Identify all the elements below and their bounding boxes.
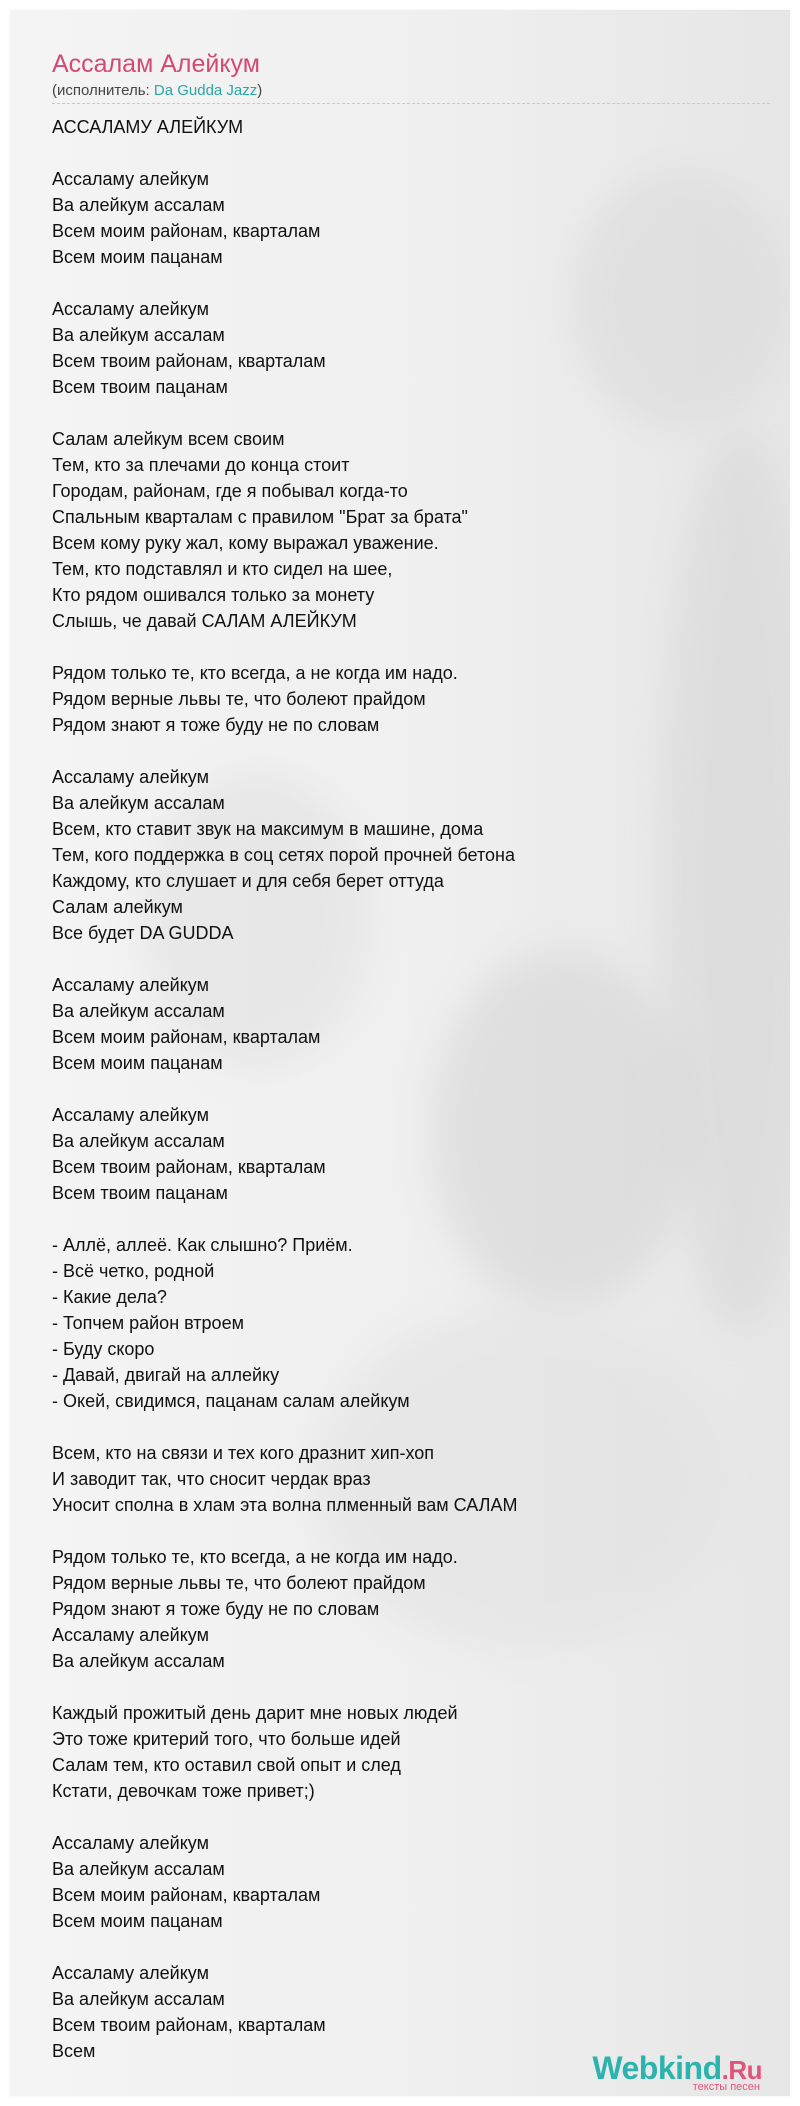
lyric-line: Всем моим пацанам [52,247,223,267]
lyric-line: Ва алейкум ассалам [52,195,225,215]
lyric-line: Рядом только те, кто всегда, а не когда им надо. [52,1547,458,1567]
lyric-line: - Топчем район втроем [52,1313,244,1333]
artist-link[interactable]: Da Gudda Jazz [153,82,258,99]
lyric-line: Ва алейкум ассалам [52,1131,225,1151]
lyric-line: Тем, кого поддержка в соц сетях порой прочней бетона [52,845,515,865]
lyric-line: АССАЛАМУ АЛЕЙКУМ [52,117,244,137]
lyric-line: Кто рядом ошивался только за монету [52,585,375,605]
lyric-line: Ассаламу алейкум [52,1963,209,1983]
lyric-line: Ассаламу алейкум [52,299,209,319]
lyrics-card [10,10,790,2096]
stanza-break [52,1518,752,1544]
site-logo[interactable] [592,2050,762,2093]
lyric-line: Всем моим пацанам [52,1911,223,1931]
lyric-line: Всем моим районам, кварталам [52,1027,321,1047]
lyric-line: Всем твоим районам, кварталам [52,2015,326,2035]
lyric-line: Это тоже критерий того, что больше идей [52,1729,401,1749]
lyric-line: Всем твоим пацанам [52,1183,228,1203]
lyric-line: Ассаламу алейкум [52,1105,209,1125]
lyric-line: - Окей, свидимся, пацанам салам алейкум [52,1391,410,1411]
lyric-line: Всем, кто ставит звук на максимум в машине, дома [52,819,484,839]
lyric-line: Всем твоим пацанам [52,377,228,397]
lyric-line: Всем моим районам, кварталам [52,221,321,241]
lyric-line: Ассаламу алейкум [52,169,209,189]
lyric-line: Городам, районам, где я побывал когда-то [52,481,408,501]
lyric-line: Салам алейкум всем своим [52,429,285,449]
lyric-line: Рядом знают я тоже буду не по словам [52,715,380,735]
lyric-line: Всем кому руку жал, кому выражал уважение. [52,533,439,553]
artist-prefix: (исполнитель: [52,82,154,99]
lyric-line: - Буду скоро [52,1339,155,1359]
lyric-line: Всем твоим районам, кварталам [52,351,326,371]
lyric-line: Рядом только те, кто всегда, а не когда им надо. [52,663,458,683]
lyric-line: Всем [52,2041,96,2061]
lyric-line: Салам тем, кто оставил свой опыт и след [52,1755,401,1775]
lyric-line: Ва алейкум ассалам [52,1989,225,2009]
stanza-break [52,634,752,660]
lyric-line: Ассаламу алейкум [52,767,209,787]
logo-tagline: тексты песен [692,2081,760,2093]
lyric-line: Ва алейкум ассалам [52,1859,225,1879]
lyric-line: Тем, кто за плечами до конца стоит [52,455,350,475]
lyric-line: - Какие дела? [52,1287,167,1307]
lyric-line: Ва алейкум ассалам [52,1001,225,1021]
logo-name: Webkind [592,2050,722,2086]
lyric-line: И заводит так, что сносит чердак враз [52,1469,371,1489]
stanza-break [52,1674,752,1700]
stanza-break [52,738,752,764]
stanza-break [52,1934,752,1960]
lyric-line: Все будет DA GUDDA [52,923,234,943]
lyric-line: Ассаламу алейкум [52,1833,209,1853]
song-title: Ассалам Алейкум [52,50,260,78]
lyric-line: Слышь, че давай САЛАМ АЛЕЙКУМ [52,611,357,631]
lyric-line: - Аллё, аллеё. Как слышно? Приём. [52,1235,353,1255]
lyric-line: - Давай, двигай на аллейку [52,1365,280,1385]
stanza-break [52,1076,752,1102]
stanza-break [52,1414,752,1440]
stanza-break [52,1206,752,1232]
lyric-line: Ва алейкум ассалам [52,793,225,813]
lyric-line: Рядом знают я тоже буду не по словам [52,1599,380,1619]
lyric-line: Всем твоим районам, кварталам [52,1157,326,1177]
lyric-line: Всем моим районам, кварталам [52,1885,321,1905]
header-divider [52,103,770,104]
lyric-line: Рядом верные львы те, что болеют прайдом [52,1573,426,1593]
lyric-line: Ва алейкум ассалам [52,325,225,345]
stanza-break [52,140,752,166]
lyric-line: Салам алейкум [52,897,183,917]
lyrics-text [52,114,752,2064]
stanza-break [52,946,752,972]
lyric-line: Каждому, кто слушает и для себя берет оттуда [52,871,444,891]
lyric-line: Уносит сполна в хлам эта волна плменный вам САЛАМ [52,1495,518,1515]
stanza-break [52,400,752,426]
lyric-line: Ассаламу алейкум [52,1625,209,1645]
lyric-line: Кстати, девочкам тоже привет;) [52,1781,315,1801]
lyric-line: - Всё четко, родной [52,1261,215,1281]
lyric-line: Каждый прожитый день дарит мне новых людей [52,1703,458,1723]
lyric-line: Всем моим пацанам [52,1053,223,1073]
artist-suffix: ) [257,82,263,99]
lyric-line: Тем, кто подставлял и кто сидел на шее, [52,559,393,579]
lyric-line: Ассаламу алейкум [52,975,209,995]
stanza-break [52,1804,752,1830]
artist-line [52,82,262,99]
lyric-line: Ва алейкум ассалам [52,1651,225,1671]
stanza-break [52,270,752,296]
lyric-line: Рядом верные львы те, что болеют прайдом [52,689,426,709]
lyric-line: Всем, кто на связи и тех кого дразнит хип-хоп [52,1443,435,1463]
lyric-line: Спальным кварталам с правилом "Брат за брата" [52,507,468,527]
logo-tld: .Ru [721,2055,762,2085]
